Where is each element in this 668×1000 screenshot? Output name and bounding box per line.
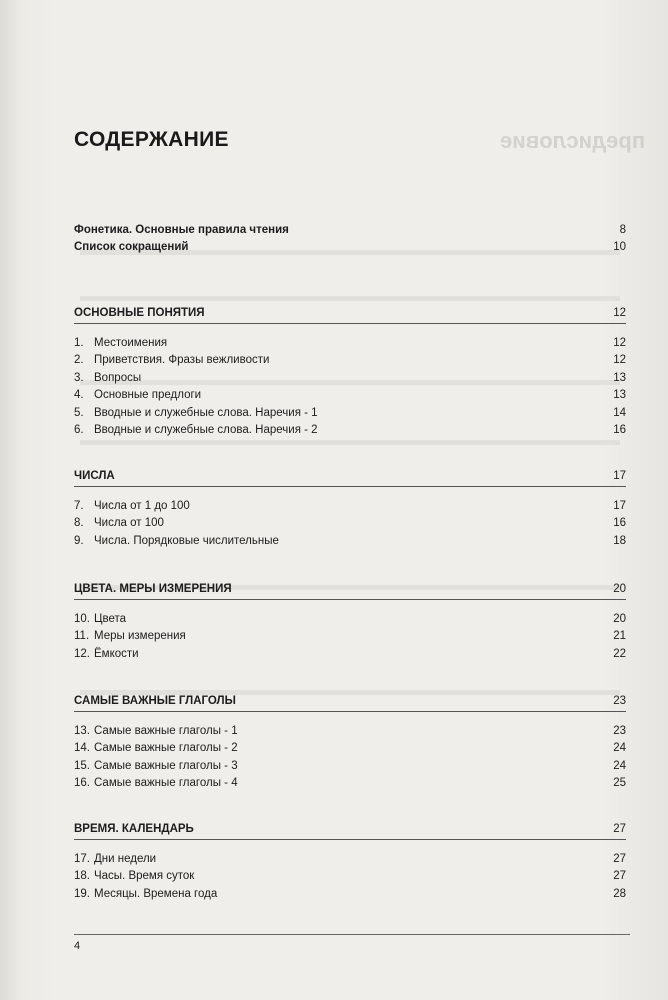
entry-page: 12 (613, 337, 626, 349)
toc-entry (74, 387, 626, 403)
toc-section-heading (74, 821, 626, 837)
entry-title: Приветствия. Фразы вежливости (94, 354, 270, 366)
bleed-through-line (80, 296, 620, 301)
toc-entry (74, 646, 626, 662)
entry-page: 13 (613, 372, 626, 384)
toc-entry (74, 352, 626, 368)
entry-title: Цвета (94, 613, 127, 625)
entry-page: 17 (613, 470, 626, 482)
entry-number: 12. (74, 648, 90, 660)
bleed-through-line (80, 440, 620, 445)
toc-entry (74, 851, 626, 867)
entry-title: Меры измерения (94, 630, 186, 642)
entry-title: Числа от 1 до 100 (94, 500, 190, 512)
entry-number: 1. (74, 337, 84, 349)
entry-number: 3. (74, 372, 84, 384)
entry-title: Числа от 100 (94, 517, 164, 529)
toc-section-heading (74, 305, 626, 321)
entry-title: Вводные и служебные слова. Наречия - 1 (94, 407, 318, 419)
entry-number: 2. (74, 354, 84, 366)
entry-page: 8 (619, 224, 626, 236)
entry-title: ОСНОВНЫЕ ПОНЯТИЯ (74, 307, 205, 319)
entry-page: 20 (613, 583, 626, 595)
entry-page: 27 (613, 823, 626, 835)
entry-number: 14. (74, 742, 90, 754)
entry-page: 17 (613, 500, 626, 512)
entry-title: Числа. Порядковые числительные (94, 535, 279, 547)
page-number: 4 (74, 940, 81, 952)
entry-page: 18 (613, 535, 626, 547)
toc-entry (74, 515, 626, 531)
entry-number: 6. (74, 424, 84, 436)
toc-entry (74, 723, 626, 739)
entry-page: 27 (613, 853, 626, 865)
entry-page: 22 (613, 648, 626, 660)
entry-page: 25 (613, 777, 626, 789)
entry-page: 24 (613, 742, 626, 754)
entry-page: 12 (613, 307, 626, 319)
entry-page: 28 (613, 888, 626, 900)
entry-page: 23 (613, 725, 626, 737)
entry-number: 8. (74, 517, 84, 529)
toc-entry (74, 611, 626, 627)
toc-entry (74, 758, 626, 774)
entry-number: 17. (74, 853, 90, 865)
toc-entry (74, 886, 626, 902)
entry-page: 27 (613, 870, 626, 882)
toc-entry (74, 868, 626, 884)
entry-title: Часы. Время суток (94, 870, 195, 882)
entry-title: Самые важные глаголы - 3 (94, 760, 238, 772)
page-title: СОДЕРЖАНИЕ (74, 128, 229, 151)
entry-title: Фонетика. Основные правила чтения (74, 224, 289, 236)
entry-title: САМЫЕ ВАЖНЫЕ ГЛАГОЛЫ (74, 695, 236, 707)
section-divider (74, 839, 626, 840)
entry-page: 16 (613, 517, 626, 529)
entry-page: 12 (613, 354, 626, 366)
section-divider (74, 323, 626, 324)
toc-entry (74, 775, 626, 791)
entry-page: 21 (613, 630, 626, 642)
entry-page: 23 (613, 695, 626, 707)
entry-title: ВРЕМЯ. КАЛЕНДАРЬ (74, 823, 194, 835)
toc-entry (74, 740, 626, 756)
entry-number: 10. (74, 613, 90, 625)
entry-number: 19. (74, 888, 90, 900)
toc-section-heading (74, 468, 626, 484)
entry-title: Местоимения (94, 337, 168, 349)
footer-divider (74, 934, 630, 935)
entry-page: 16 (613, 424, 626, 436)
section-divider (74, 486, 626, 487)
entry-page: 24 (613, 760, 626, 772)
toc-entry (74, 628, 626, 644)
toc-entry (74, 498, 626, 514)
entry-title: Вопросы (94, 372, 142, 384)
section-divider (74, 711, 626, 712)
entry-title: ЧИСЛА (74, 470, 115, 482)
bleed-through-heading: предисловие (500, 128, 646, 153)
toc-entry (74, 370, 626, 386)
entry-page: 20 (613, 613, 626, 625)
entry-title: ЦВЕТА. МЕРЫ ИЗМЕРЕНИЯ (74, 583, 232, 595)
entry-number: 4. (74, 389, 84, 401)
section-divider (74, 599, 626, 600)
toc-section-heading (74, 581, 626, 597)
toc-entry (74, 533, 626, 549)
entry-number: 7. (74, 500, 84, 512)
entry-number: 13. (74, 725, 90, 737)
entry-page: 14 (613, 407, 626, 419)
toc-intro-entry (74, 222, 626, 238)
entry-title: Список сокращений (74, 241, 189, 253)
toc-entry (74, 405, 626, 421)
entry-number: 18. (74, 870, 90, 882)
entry-number: 11. (74, 630, 90, 642)
entry-page: 13 (613, 389, 626, 401)
entry-number: 9. (74, 535, 84, 547)
entry-title: Основные предлоги (94, 389, 202, 401)
entry-title: Самые важные глаголы - 4 (94, 777, 238, 789)
entry-title: Месяцы. Времена года (94, 888, 218, 900)
toc-intro-entry (74, 239, 626, 255)
entry-number: 16. (74, 777, 90, 789)
entry-title: Самые важные глаголы - 2 (94, 742, 238, 754)
toc-section-heading (74, 693, 626, 709)
entry-title: Дни недели (94, 853, 157, 865)
entry-title: Ёмкости (94, 648, 139, 660)
entry-title: Самые важные глаголы - 1 (94, 725, 238, 737)
toc-entry (74, 422, 626, 438)
toc-entry (74, 335, 626, 351)
entry-number: 5. (74, 407, 84, 419)
entry-page: 10 (613, 241, 626, 253)
entry-title: Вводные и служебные слова. Наречия - 2 (94, 424, 318, 436)
entry-number: 15. (74, 760, 90, 772)
